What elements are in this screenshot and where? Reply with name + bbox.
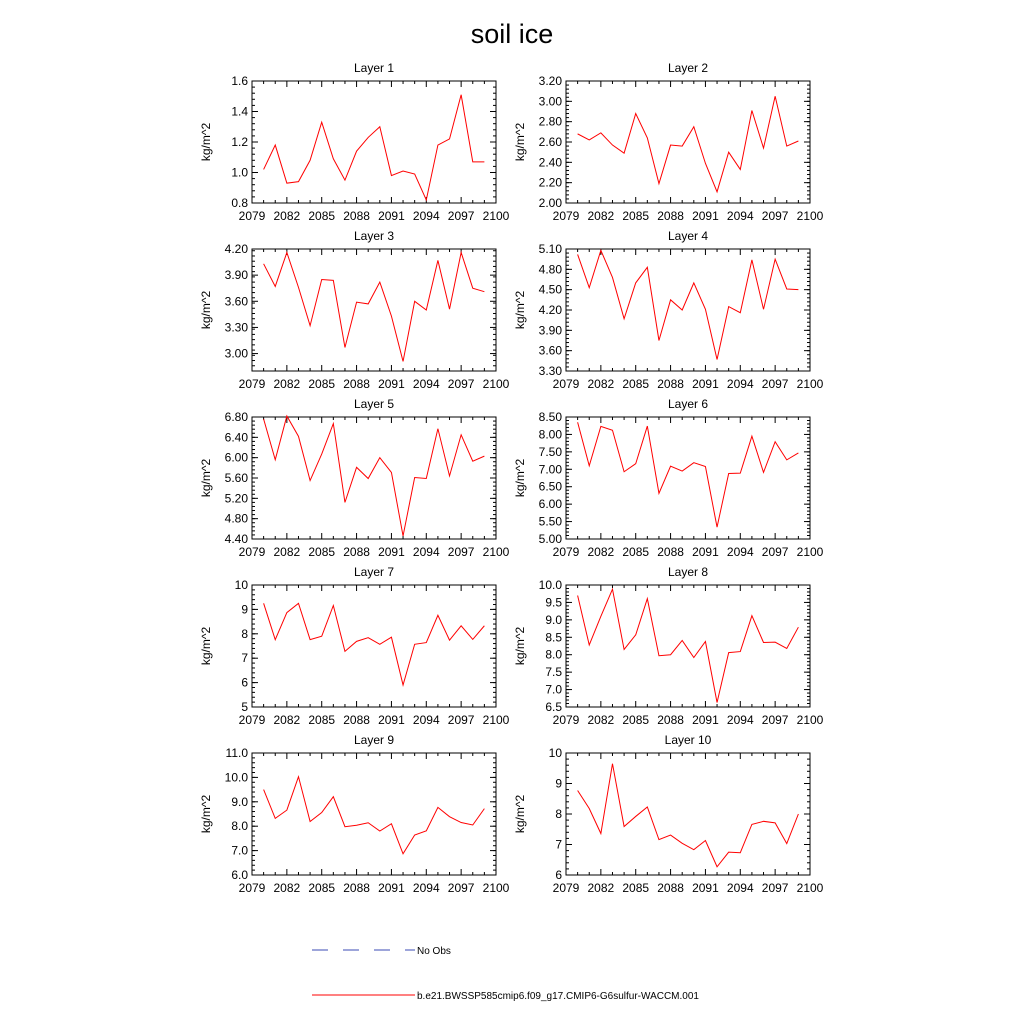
x-tick-label: 2088 (657, 713, 684, 727)
plot-frame (566, 585, 810, 707)
x-tick-label: 2094 (412, 713, 440, 727)
panel-layer-7 (199, 565, 510, 727)
x-tick-label: 2100 (796, 713, 824, 727)
x-tick-label: 2094 (412, 209, 440, 223)
x-tick-label: 2079 (552, 209, 580, 223)
x-tick-label: 2088 (657, 545, 684, 559)
x-tick-label: 2088 (343, 545, 370, 559)
y-tick-label: 2.60 (538, 135, 562, 149)
x-tick-label: 2097 (447, 545, 475, 559)
x-tick-label: 2079 (238, 545, 266, 559)
y-tick-label: 1.2 (231, 135, 248, 149)
y-tick-label: 9.0 (545, 612, 562, 627)
x-tick-label: 2097 (761, 545, 789, 559)
x-tick-label: 2091 (692, 377, 719, 391)
y-tick-label: 3.90 (538, 323, 562, 338)
x-tick-label: 2088 (657, 377, 684, 391)
y-tick-label: 2.00 (538, 196, 562, 210)
x-tick-label: 2079 (552, 881, 580, 895)
x-tick-label: 2100 (796, 545, 824, 559)
y-axis-label: kg/m^2 (199, 794, 213, 834)
x-tick-label: 2091 (378, 377, 405, 391)
y-tick-label: 3.90 (224, 268, 248, 283)
plot-frame (252, 249, 496, 371)
y-axis-label: kg/m^2 (513, 122, 527, 162)
panel-title: Layer 1 (353, 61, 395, 75)
y-tick-label: 5.60 (224, 471, 248, 485)
y-tick-label: 10.0 (224, 770, 248, 785)
y-tick-label: 8 (241, 626, 248, 641)
y-tick-label: 5.00 (538, 532, 562, 546)
x-tick-label: 2100 (482, 713, 510, 727)
x-tick-label: 2100 (796, 209, 824, 223)
y-tick-label: 5 (241, 700, 248, 714)
x-tick-label: 2085 (622, 377, 650, 391)
x-tick-label: 2091 (692, 881, 719, 895)
y-axis-label: kg/m^2 (513, 290, 527, 330)
y-tick-label: 10 (548, 746, 562, 760)
y-tick-label: 9.5 (545, 595, 562, 610)
y-tick-label: 7.00 (538, 462, 562, 477)
y-tick-label: 3.60 (538, 343, 562, 358)
y-tick-label: 6 (241, 675, 248, 690)
y-tick-label: 8.0 (545, 647, 562, 662)
x-tick-label: 2079 (552, 713, 580, 727)
panel-layer-3 (199, 229, 510, 391)
x-tick-label: 2079 (238, 881, 266, 895)
x-tick-label: 2097 (761, 209, 789, 223)
y-tick-label: 1.6 (231, 74, 248, 88)
x-tick-label: 2088 (657, 209, 684, 223)
figure-title: soil ice (470, 19, 554, 49)
y-tick-label: 2.40 (538, 155, 562, 170)
x-tick-label: 2088 (343, 713, 370, 727)
x-tick-label: 2082 (587, 545, 615, 559)
plot-frame (252, 753, 496, 875)
y-tick-label: 8.0 (231, 819, 248, 834)
x-tick-label: 2082 (273, 377, 301, 391)
x-tick-label: 2085 (622, 545, 650, 559)
y-tick-label: 4.80 (538, 262, 562, 277)
y-tick-label: 6.0 (231, 868, 248, 882)
y-tick-label: 9 (555, 776, 562, 791)
y-tick-label: 7.0 (231, 843, 248, 858)
plot-frame (252, 417, 496, 539)
y-tick-label: 3.00 (224, 346, 248, 361)
x-tick-label: 2088 (343, 209, 370, 223)
x-tick-label: 2091 (378, 545, 405, 559)
plot-frame (252, 585, 496, 707)
x-tick-label: 2088 (343, 881, 370, 895)
x-tick-label: 2085 (308, 881, 336, 895)
y-tick-label: 4.40 (224, 532, 248, 546)
x-tick-label: 2085 (622, 713, 650, 727)
x-tick-label: 2082 (587, 713, 615, 727)
panel-layer-10 (513, 733, 824, 895)
panel-layer-9 (199, 733, 510, 895)
x-tick-label: 2082 (587, 377, 615, 391)
panel-title: Layer 3 (353, 229, 395, 243)
legend-label-no-obs: No Obs (417, 946, 451, 957)
y-tick-label: 1.0 (231, 165, 248, 180)
x-tick-label: 2082 (587, 209, 615, 223)
x-tick-label: 2100 (482, 377, 510, 391)
x-tick-label: 2082 (273, 713, 301, 727)
x-tick-label: 2085 (308, 209, 336, 223)
series-line (264, 252, 485, 361)
x-tick-label: 2091 (692, 713, 719, 727)
x-tick-label: 2085 (308, 377, 336, 391)
x-tick-label: 2094 (726, 713, 754, 727)
legend-label-model: b.e21.BWSSP585cmip6.f09_g17.CMIP6-G6sulfur-WACCM.001 (417, 991, 699, 1002)
x-tick-label: 2094 (726, 545, 754, 559)
y-tick-label: 6.00 (224, 450, 248, 465)
y-tick-label: 7.0 (545, 682, 562, 697)
plot-frame (252, 81, 496, 203)
x-tick-label: 2079 (238, 209, 266, 223)
y-axis-label: kg/m^2 (199, 626, 213, 666)
x-tick-label: 2079 (552, 377, 580, 391)
y-tick-label: 9.0 (231, 794, 248, 809)
x-tick-label: 2094 (726, 377, 754, 391)
y-tick-label: 3.30 (224, 320, 248, 335)
y-tick-label: 3.00 (538, 94, 562, 109)
panel-title: Layer 6 (667, 397, 709, 411)
panels (199, 61, 824, 895)
x-tick-label: 2085 (622, 209, 650, 223)
panel-title: Layer 4 (667, 229, 709, 243)
x-tick-label: 2097 (447, 209, 475, 223)
y-tick-label: 7 (555, 837, 562, 852)
panel-title: Layer 2 (667, 61, 709, 75)
plot-frame (566, 81, 810, 203)
x-tick-label: 2100 (796, 377, 824, 391)
y-tick-label: 0.8 (231, 196, 248, 210)
panel-layer-8 (513, 565, 824, 727)
y-tick-label: 4.80 (224, 511, 248, 526)
y-tick-label: 2.20 (538, 175, 562, 190)
panel-layer-2 (513, 61, 824, 223)
x-tick-label: 2085 (308, 545, 336, 559)
y-tick-label: 6.00 (538, 497, 562, 512)
series-line (578, 589, 799, 702)
panel-layer-1 (199, 61, 510, 223)
y-tick-label: 8.5 (545, 630, 562, 645)
y-tick-label: 5.50 (538, 514, 562, 529)
x-tick-label: 2079 (238, 377, 266, 391)
x-tick-label: 2091 (692, 209, 719, 223)
plot-frame (566, 753, 810, 875)
x-tick-label: 2097 (447, 713, 475, 727)
panel-title: Layer 10 (664, 733, 712, 747)
series-line (578, 250, 799, 359)
y-axis-label: kg/m^2 (199, 458, 213, 498)
y-tick-label: 4.50 (538, 282, 562, 297)
panel-title: Layer 7 (353, 565, 395, 579)
x-tick-label: 2094 (726, 881, 754, 895)
y-tick-label: 6 (555, 868, 562, 882)
x-tick-label: 2085 (308, 713, 336, 727)
x-tick-label: 2088 (343, 377, 370, 391)
y-tick-label: 4.20 (224, 242, 248, 256)
x-tick-label: 2091 (378, 209, 405, 223)
y-tick-label: 7 (241, 651, 248, 666)
series-line (264, 416, 485, 536)
y-tick-label: 6.50 (538, 479, 562, 494)
x-tick-label: 2097 (761, 713, 789, 727)
y-tick-label: 8 (555, 807, 562, 821)
legend-item-model (312, 991, 699, 1002)
x-tick-label: 2082 (273, 545, 301, 559)
panel-title: Layer 8 (667, 565, 709, 579)
x-tick-label: 2085 (622, 881, 650, 895)
y-tick-label: 3.30 (538, 364, 562, 378)
y-axis-label: kg/m^2 (513, 794, 527, 834)
x-tick-label: 2094 (412, 881, 440, 895)
y-tick-label: 1.4 (231, 104, 248, 119)
y-tick-label: 6.40 (224, 430, 248, 445)
x-tick-label: 2088 (657, 881, 684, 895)
series-line (578, 96, 799, 192)
y-tick-label: 10.0 (538, 578, 562, 592)
y-tick-label: 4.20 (538, 303, 562, 317)
y-axis-label: kg/m^2 (199, 122, 213, 162)
panel-layer-6 (513, 397, 824, 559)
x-tick-label: 2091 (378, 881, 405, 895)
y-tick-label: 2.80 (538, 114, 562, 129)
x-tick-label: 2094 (412, 377, 440, 391)
plot-frame (566, 417, 810, 539)
series-line (264, 95, 485, 200)
x-tick-label: 2094 (726, 209, 754, 223)
x-tick-label: 2097 (761, 377, 789, 391)
x-tick-label: 2079 (552, 545, 580, 559)
y-tick-label: 3.20 (538, 74, 562, 88)
panel-title: Layer 9 (353, 733, 395, 747)
y-tick-label: 5.20 (224, 491, 248, 506)
series-line (578, 422, 799, 527)
y-tick-label: 3.60 (224, 294, 248, 309)
y-axis-label: kg/m^2 (513, 458, 527, 498)
y-tick-label: 11.0 (225, 746, 248, 760)
x-tick-label: 2082 (273, 209, 301, 223)
y-axis-label: kg/m^2 (199, 290, 213, 330)
panel-title: Layer 5 (353, 397, 395, 411)
series-line (264, 603, 485, 685)
y-tick-label: 8.50 (538, 410, 562, 424)
y-tick-label: 7.5 (545, 665, 562, 680)
x-tick-label: 2082 (587, 881, 615, 895)
legend-item-no-obs (312, 946, 451, 957)
panel-layer-4 (513, 229, 824, 391)
x-tick-label: 2100 (482, 881, 510, 895)
x-tick-label: 2097 (447, 377, 475, 391)
y-tick-label: 9 (241, 602, 248, 617)
y-tick-label: 6.80 (224, 410, 248, 424)
y-tick-label: 8.00 (538, 427, 562, 442)
panel-layer-5 (199, 397, 510, 559)
y-tick-label: 5.10 (538, 242, 562, 256)
y-axis-label: kg/m^2 (513, 626, 527, 666)
x-tick-label: 2100 (482, 209, 510, 223)
x-tick-label: 2100 (482, 545, 510, 559)
x-tick-label: 2091 (378, 713, 405, 727)
series-line (578, 764, 799, 867)
x-tick-label: 2082 (273, 881, 301, 895)
x-tick-label: 2097 (761, 881, 789, 895)
x-tick-label: 2094 (412, 545, 440, 559)
y-tick-label: 10 (234, 578, 248, 592)
legend (312, 946, 699, 1002)
y-tick-label: 7.50 (538, 444, 562, 459)
x-tick-label: 2079 (238, 713, 266, 727)
y-tick-label: 6.5 (545, 700, 562, 714)
x-tick-label: 2100 (796, 881, 824, 895)
x-tick-label: 2097 (447, 881, 475, 895)
x-tick-label: 2091 (692, 545, 719, 559)
series-line (264, 777, 485, 854)
